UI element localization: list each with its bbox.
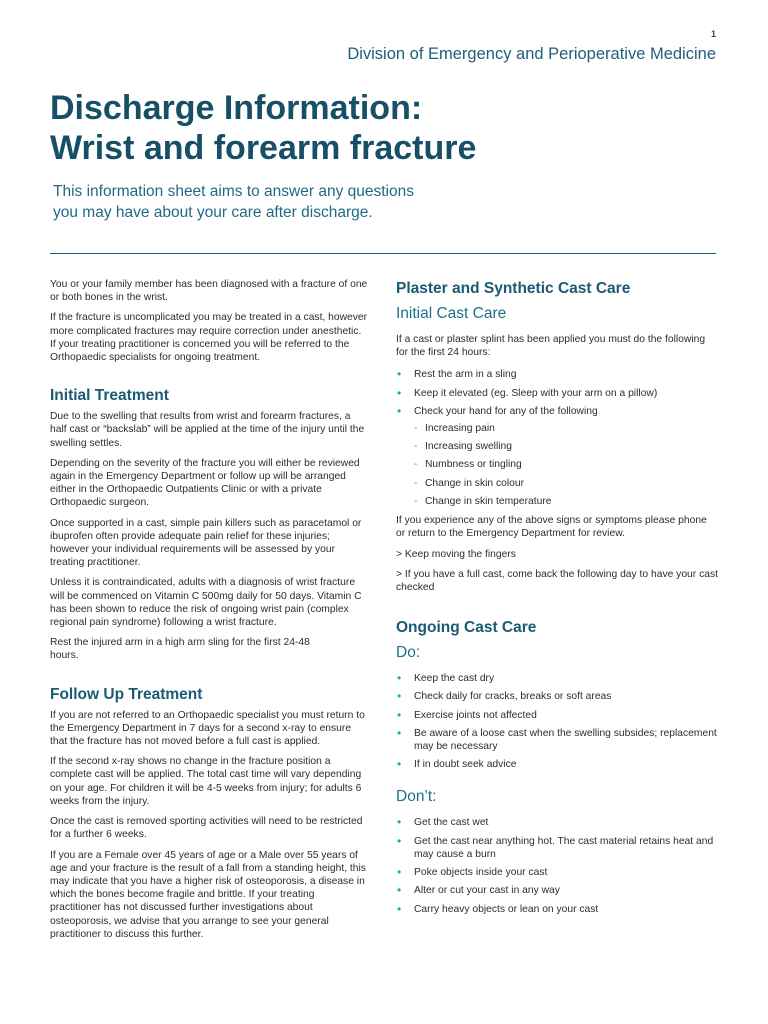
list-item: • If in doubt seek advice [396,758,718,771]
division-header: Division of Emergency and Perioperative Medicine [347,45,716,63]
title-line-2: Wrist and forearm fracture [50,129,477,167]
symptom-item: - Change in skin temperature [414,495,718,508]
symptoms-review-paragraph: If you experience any of the above signs or symptoms please phone or return to the Emergency Department for review. [396,515,707,540]
symptom-item: - Increasing pain [414,422,718,435]
list-item [396,405,718,508]
rest-arm-paragraph: Rest the injured arm in a high arm sling for the first 24-48 hours. [50,637,310,662]
vitamin-c-paragraph: Unless it is contraindicated, adults with a diagnosis of wrist fracture will be commenced on Vitamin C 500mg daily for 50 days. Vitamin C has been shown to reduce the risk of ongoing wrist pain (complex regional pain syndrome) following a wrist fracture. [50,577,362,629]
symptom-list [414,422,718,508]
header-divider [50,253,716,254]
list-item: • Rest the arm in a sling [396,368,718,381]
list-item: • Get the cast near anything hot. The cast material retains heat and may cause a burn [396,835,718,862]
keep-moving-paragraph: > Keep moving the fingers [396,548,516,560]
uncomplicated-paragraph: If the fracture is uncomplicated you may be treated in a cast, however more complicated fractures may require correction under anesthetic. If your treating practitioner is concerned you will be referred to the Orthopaedic specialists for ongoing treatment. [50,312,368,364]
follow-up-heading: Follow Up Treatment [50,685,203,703]
initial-care-list [396,368,718,508]
symptom-item: - Numbness or tingling [414,458,718,471]
cast-care-heading: Plaster and Synthetic Cast Care [396,280,631,297]
list-item: • Exercise joints not affected [396,709,718,722]
title-line-1: Discharge Information: [50,89,423,127]
list-item: • Keep it elevated (eg. Sleep with your arm on a pillow) [396,387,718,400]
intro-line-1: This information sheet aims to answer any questions [53,183,414,200]
diagnosis-paragraph: You or your family member has been diagnosed with a fracture of one or both bones in the wrist. [50,279,368,304]
swelling-paragraph: Due to the swelling that results from wrist and forearm fractures, a half cast or “backslab” will be applied at the time of the injury until the swelling settles. [50,411,365,449]
severity-paragraph: Depending on the severity of the fracture you will either be reviewed again in the Emergency Department or follow up will be arranged either in the Orthopaedic Outpatients Clinic or with a private Orthopaedic surgeon. [50,457,360,509]
first-24-hours-paragraph: If a cast or plaster splint has been applied you must do the following for the first 24 hours: [396,334,706,359]
dont-label: Don’t: [396,788,437,806]
list-item: • Alter or cut your cast in any way [396,884,718,897]
list-item: • Check daily for cracks, breaks or soft areas [396,690,718,703]
list-item: • Keep the cast dry [396,672,718,685]
dont-list [396,816,718,915]
left-column [50,278,368,948]
second-xray-paragraph: If you are not referred to an Orthopaedic specialist you must return to the Emergency Department in 7 days for a second x-ray to ensure that the fracture has not moved before a full cast is applied. [50,709,365,748]
list-item: • Be aware of a loose cast when the swelling subsides; replacement may be necessary [396,727,718,754]
right-column [396,279,718,922]
sporting-paragraph: Once the cast is removed sporting activities will need to be restricted for a further 6 weeks. [50,816,363,841]
initial-treatment-heading: Initial Treatment [50,387,169,405]
osteoporosis-paragraph: If you are a Female over 45 years of age or a Male over 55 years of age and your fracture is the result of a fall from a standing height, this may indicate that you have a higher risk of osteoporosis, a disease in which the bones become fragile and brittle. If your treating practitioner has not discussed further investigations about osteoporosis, we advise that you arrange to see your general practitioner to discuss this further. [50,849,366,940]
list-item: • Carry heavy objects or lean on your cast [396,903,718,916]
check-hand-label: Check your hand for any of the following [414,405,598,417]
intro-line-2: you may have about your care after discharge. [53,204,373,221]
ongoing-cast-care-heading: Ongoing Cast Care [396,619,537,637]
intro-text [53,181,493,223]
symptom-item: - Change in skin colour [414,477,718,490]
symptom-item: - Increasing swelling [414,440,718,453]
pain-relief-paragraph: Once supported in a cast, simple pain killers such as paracetamol or ibuprofen often provide adequate pain relief for these injuries; however your individual requirements will be assessed by your treating practitioner. [50,517,362,569]
do-list [396,672,718,771]
list-item: • Get the cast wet [396,816,718,829]
list-item: • Poke objects inside your cast [396,866,718,879]
initial-cast-care-subheading: Initial Cast Care [396,305,507,322]
do-label: Do: [396,644,421,662]
full-cast-paragraph: > If you have a full cast, come back the following day to have your cast checked [396,568,718,593]
page-number: 1 [710,29,716,39]
page-title [50,88,730,168]
cast-time-paragraph: If the second x-ray shows no change in the fracture position a complete cast will be applied. The total cast time will vary depending on your age. For children it will be 4-5 weeks from injury; for adults 6 weeks from the injury. [50,756,362,807]
